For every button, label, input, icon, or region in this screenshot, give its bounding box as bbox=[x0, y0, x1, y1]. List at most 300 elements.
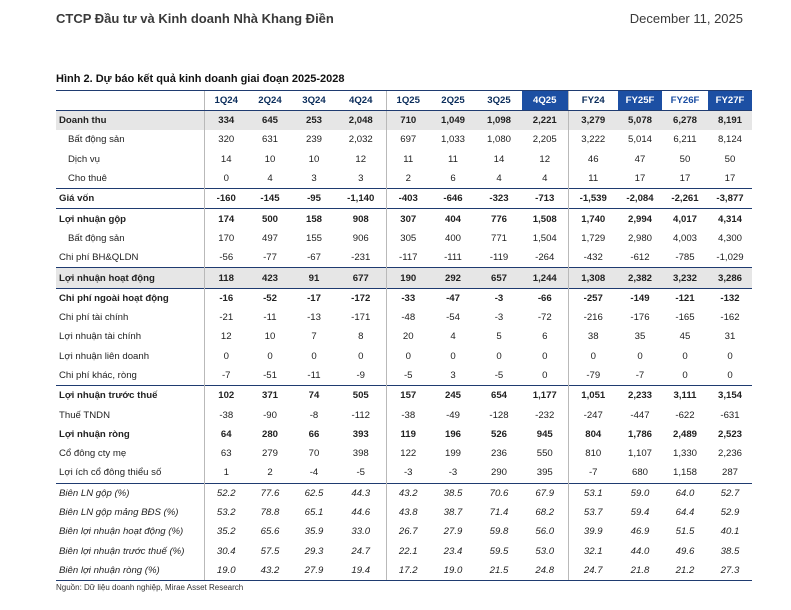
value-cell: 5,014 bbox=[627, 134, 652, 146]
value-cell: 4,314 bbox=[708, 209, 752, 229]
value-cell: 10 bbox=[308, 153, 320, 165]
row-label: Biên lợi nhuận trước thuế (%) bbox=[59, 545, 185, 557]
value-cell: 57.5 bbox=[260, 545, 280, 557]
value-cell: 65.6 bbox=[260, 526, 280, 538]
value-cell: 157 bbox=[386, 386, 430, 406]
value-cell: -132 bbox=[708, 288, 752, 308]
row-label: Giá vốn bbox=[56, 189, 204, 209]
value-cell: 292 bbox=[430, 268, 476, 288]
value-cell: 0 bbox=[542, 370, 548, 381]
value-cell: 47 bbox=[634, 153, 646, 165]
value-cell: 6,211 bbox=[673, 134, 697, 146]
table-row bbox=[56, 229, 752, 248]
forecast-table bbox=[56, 90, 752, 581]
value-cell: 2,980 bbox=[627, 232, 652, 244]
value-cell: 4,003 bbox=[672, 232, 697, 244]
value-cell: 17 bbox=[679, 173, 691, 185]
value-cell: 19.0 bbox=[204, 561, 248, 581]
value-cell: 8 bbox=[358, 331, 364, 343]
table-row bbox=[56, 542, 752, 561]
value-cell: -3 bbox=[476, 288, 522, 308]
value-cell: -79 bbox=[568, 366, 618, 386]
value-cell: 3,279 bbox=[568, 111, 618, 131]
value-cell: 1,049 bbox=[430, 111, 476, 131]
value-cell: 4 bbox=[450, 331, 456, 343]
value-cell: -165 bbox=[675, 312, 695, 324]
value-cell: -5 bbox=[356, 467, 366, 479]
value-cell: -160 bbox=[204, 189, 248, 209]
value-cell: 46.9 bbox=[630, 526, 650, 538]
value-cell: 27.9 bbox=[292, 561, 336, 581]
value-cell: -145 bbox=[248, 189, 292, 209]
value-cell: 4 bbox=[542, 173, 548, 185]
value-cell: 239 bbox=[305, 134, 322, 146]
value-cell: -111 bbox=[444, 252, 462, 264]
value-cell: 804 bbox=[568, 425, 618, 444]
value-cell: 38 bbox=[568, 327, 618, 346]
value-cell: -447 bbox=[630, 409, 650, 421]
value-cell: -128 bbox=[489, 409, 509, 421]
row-label: Lợi nhuận gộp bbox=[56, 209, 204, 229]
value-cell: -403 bbox=[386, 189, 430, 209]
value-cell: -5 bbox=[386, 366, 430, 386]
value-cell: 53.0 bbox=[535, 545, 555, 557]
table-row bbox=[56, 150, 752, 169]
value-cell: 3,111 bbox=[662, 386, 708, 406]
value-cell: -72 bbox=[537, 312, 552, 324]
row-label: Dịch vụ bbox=[68, 153, 100, 165]
value-cell: 5 bbox=[496, 331, 502, 343]
value-cell: 1,740 bbox=[568, 209, 618, 229]
value-cell: 21.8 bbox=[618, 561, 662, 581]
value-cell: 1,033 bbox=[440, 134, 465, 146]
source-note: Nguồn: Dữ liệu doanh nghiệp, Mirae Asset Research bbox=[56, 583, 244, 592]
value-cell: 35 bbox=[634, 331, 646, 343]
value-cell: 20 bbox=[386, 327, 430, 346]
value-cell: -17 bbox=[292, 288, 336, 308]
value-cell: 19.4 bbox=[336, 561, 386, 581]
value-cell: 71.4 bbox=[489, 507, 509, 519]
value-cell: 53.2 bbox=[204, 503, 248, 522]
value-cell: -5 bbox=[494, 370, 504, 381]
table-row bbox=[56, 463, 752, 483]
value-cell: 170 bbox=[204, 229, 248, 248]
table-row bbox=[56, 405, 752, 424]
value-cell: -51 bbox=[263, 370, 277, 381]
table-row bbox=[56, 483, 752, 503]
value-cell: -9 bbox=[356, 370, 366, 381]
value-cell: 122 bbox=[386, 444, 430, 463]
value-cell: -7 bbox=[635, 370, 645, 381]
value-cell: 11 bbox=[448, 153, 458, 165]
value-cell: -3 bbox=[386, 463, 430, 483]
value-cell: 78.8 bbox=[260, 507, 280, 519]
value-cell: 51.5 bbox=[675, 526, 695, 538]
value-cell: 908 bbox=[336, 209, 386, 229]
value-cell: -21 bbox=[204, 308, 248, 327]
value-cell: 945 bbox=[536, 428, 553, 440]
value-cell: 10 bbox=[264, 153, 276, 165]
header-row bbox=[56, 91, 752, 111]
value-cell: 46 bbox=[568, 150, 618, 169]
header-label-cell bbox=[56, 91, 204, 111]
value-cell: -7 bbox=[568, 463, 618, 483]
value-cell: 24.7 bbox=[568, 561, 618, 581]
row-label: Cổ đông cty mẹ bbox=[59, 448, 127, 460]
value-cell: 1,080 bbox=[486, 134, 511, 146]
value-cell: 56.0 bbox=[535, 526, 555, 538]
table-row bbox=[56, 425, 752, 444]
value-cell: -2,261 bbox=[662, 189, 708, 209]
value-cell: 44.0 bbox=[630, 545, 650, 557]
value-cell: 4 bbox=[496, 173, 502, 185]
value-cell: 3,286 bbox=[708, 268, 752, 288]
value-cell: 771 bbox=[490, 232, 507, 244]
value-cell: 400 bbox=[444, 232, 461, 244]
table-row bbox=[56, 308, 752, 327]
value-cell: 393 bbox=[352, 428, 369, 440]
value-cell: -3,877 bbox=[708, 189, 752, 209]
value-cell: 307 bbox=[386, 209, 430, 229]
value-cell: -3 bbox=[448, 467, 458, 479]
value-cell: -8 bbox=[309, 409, 319, 421]
value-cell: 68.2 bbox=[535, 507, 555, 519]
report-date: December 11, 2025 bbox=[629, 11, 743, 26]
value-cell: 38.7 bbox=[443, 507, 463, 519]
value-cell: 17.2 bbox=[386, 561, 430, 581]
row-label: Chi phí BH&QLDN bbox=[59, 252, 139, 264]
value-cell: 59.4 bbox=[630, 507, 650, 519]
value-cell: 1,098 bbox=[476, 111, 522, 131]
value-cell: -90 bbox=[263, 409, 277, 421]
value-cell: 0 bbox=[358, 350, 364, 362]
value-cell: 52.7 bbox=[708, 483, 752, 503]
row-label: Biên LN gộp mảng BĐS (%) bbox=[59, 507, 179, 519]
value-cell: 102 bbox=[204, 386, 248, 406]
value-cell: 4,300 bbox=[717, 232, 742, 244]
value-cell: 550 bbox=[536, 448, 553, 460]
value-cell: 0 bbox=[204, 169, 248, 189]
value-cell: 253 bbox=[292, 111, 336, 131]
value-cell: -631 bbox=[720, 409, 740, 421]
value-cell: 810 bbox=[568, 444, 618, 463]
value-cell: -49 bbox=[446, 409, 460, 421]
value-cell: 2,205 bbox=[532, 134, 557, 146]
value-cell: 1,177 bbox=[522, 386, 568, 406]
value-cell: 17 bbox=[724, 173, 736, 185]
value-cell: 2,233 bbox=[618, 386, 662, 406]
row-label: Biên lợi nhuận hoạt động (%) bbox=[59, 526, 184, 538]
value-cell: 14 bbox=[204, 150, 248, 169]
value-cell: 27.9 bbox=[443, 526, 463, 538]
value-cell: -231 bbox=[351, 252, 371, 264]
value-cell: 2,994 bbox=[618, 209, 662, 229]
value-cell: -149 bbox=[618, 288, 662, 308]
row-label: Lợi nhuận tài chính bbox=[59, 331, 142, 343]
value-cell: 63 bbox=[204, 444, 248, 463]
value-cell: 53.7 bbox=[568, 503, 618, 522]
row-label: Chi phí khác, ròng bbox=[59, 370, 137, 381]
table-row bbox=[56, 327, 752, 346]
value-cell: 50 bbox=[724, 153, 736, 165]
value-cell: 0 bbox=[386, 347, 430, 366]
value-cell: -172 bbox=[336, 288, 386, 308]
value-cell: 40.1 bbox=[720, 526, 740, 538]
value-cell: 24.8 bbox=[522, 561, 568, 581]
value-cell: 3 bbox=[311, 173, 317, 185]
value-cell: 236 bbox=[490, 448, 507, 460]
value-cell: 14 bbox=[493, 153, 505, 165]
value-cell: -713 bbox=[522, 189, 568, 209]
value-cell: 1,107 bbox=[627, 448, 652, 460]
value-cell: 27.3 bbox=[708, 561, 752, 581]
value-cell: -54 bbox=[446, 312, 460, 324]
value-cell: 22.1 bbox=[386, 542, 430, 561]
value-cell: 8,124 bbox=[717, 134, 742, 146]
value-cell: 39.9 bbox=[568, 522, 618, 541]
table-row bbox=[56, 189, 752, 209]
value-cell: 654 bbox=[476, 386, 522, 406]
value-cell: 50 bbox=[679, 153, 691, 165]
value-cell: 12 bbox=[539, 153, 551, 165]
value-cell: -56 bbox=[204, 248, 248, 268]
table-row bbox=[56, 130, 752, 149]
value-cell: -622 bbox=[675, 409, 695, 421]
value-cell: -117 bbox=[386, 248, 430, 268]
table-row bbox=[56, 444, 752, 463]
value-cell: 0 bbox=[637, 350, 643, 362]
row-label: Lợi nhuận liên doanh bbox=[59, 350, 150, 362]
value-cell: 0 bbox=[568, 347, 618, 366]
value-cell: 0 bbox=[682, 370, 688, 381]
value-cell: -646 bbox=[430, 189, 476, 209]
table-row bbox=[56, 522, 752, 541]
value-cell: -1,539 bbox=[568, 189, 618, 209]
value-cell: -119 bbox=[489, 252, 509, 264]
row-label: Lợi nhuận trước thuế bbox=[56, 386, 204, 406]
value-cell: -323 bbox=[476, 189, 522, 209]
value-cell: 19.0 bbox=[430, 561, 476, 581]
value-cell: 44.6 bbox=[351, 507, 371, 519]
value-cell: -48 bbox=[386, 308, 430, 327]
value-cell: 1,729 bbox=[568, 229, 618, 248]
value-cell: -612 bbox=[630, 252, 650, 264]
value-cell: 35.9 bbox=[304, 526, 324, 538]
row-label: Bất động sản bbox=[68, 134, 125, 146]
value-cell: 1,508 bbox=[522, 209, 568, 229]
value-cell: -52 bbox=[248, 288, 292, 308]
value-cell: 2,523 bbox=[717, 428, 742, 440]
row-label: Lợi nhuận ròng bbox=[59, 428, 130, 440]
value-cell: 118 bbox=[204, 268, 248, 288]
value-cell: -4 bbox=[309, 467, 319, 479]
col-header-1q24: 1Q24 bbox=[204, 91, 248, 111]
value-cell: 680 bbox=[631, 467, 648, 479]
figure-title: Hình 2. Dự báo kết quả kinh doanh giai đoạn 2025-2028 bbox=[56, 73, 345, 85]
value-cell: -67 bbox=[307, 252, 321, 264]
value-cell: 906 bbox=[352, 232, 369, 244]
col-header-fy27f: FY27F bbox=[708, 91, 752, 111]
value-cell: 320 bbox=[204, 130, 248, 149]
value-cell: 2,032 bbox=[348, 134, 373, 146]
value-cell: 290 bbox=[490, 467, 507, 479]
value-cell: 52.2 bbox=[204, 483, 248, 503]
value-cell: -264 bbox=[535, 252, 555, 264]
table-row bbox=[56, 347, 752, 366]
value-cell: 3,232 bbox=[662, 268, 708, 288]
table-row bbox=[56, 503, 752, 522]
table-row bbox=[56, 288, 752, 308]
value-cell: 280 bbox=[261, 428, 278, 440]
value-cell: 657 bbox=[476, 268, 522, 288]
value-cell: 500 bbox=[248, 209, 292, 229]
value-cell: -162 bbox=[720, 312, 740, 324]
value-cell: 3 bbox=[358, 173, 364, 185]
value-cell: 398 bbox=[352, 448, 369, 460]
value-cell: 0 bbox=[267, 350, 273, 362]
row-label: Chi phí ngoài hoạt động bbox=[56, 288, 204, 308]
col-header-fy26f: FY26F bbox=[662, 91, 708, 111]
value-cell: 505 bbox=[336, 386, 386, 406]
value-cell: -47 bbox=[430, 288, 476, 308]
row-label: Thuế TNDN bbox=[59, 409, 111, 421]
value-cell: -232 bbox=[535, 409, 555, 421]
value-cell: 279 bbox=[261, 448, 278, 460]
value-cell: 74 bbox=[292, 386, 336, 406]
table-row bbox=[56, 209, 752, 229]
value-cell: 29.3 bbox=[304, 545, 324, 557]
value-cell: 53.1 bbox=[568, 483, 618, 503]
value-cell: 1,330 bbox=[672, 448, 697, 460]
value-cell: 3 bbox=[450, 370, 456, 381]
table-row bbox=[56, 386, 752, 406]
value-cell: 199 bbox=[444, 448, 461, 460]
value-cell: 11 bbox=[386, 150, 430, 169]
value-cell: 645 bbox=[248, 111, 292, 131]
value-cell: -11 bbox=[307, 370, 321, 381]
value-cell: -11 bbox=[263, 312, 277, 324]
value-cell: 423 bbox=[248, 268, 292, 288]
value-cell: 23.4 bbox=[443, 545, 463, 557]
value-cell: 21.2 bbox=[662, 561, 708, 581]
row-label: Lợi nhuận hoạt động bbox=[56, 268, 204, 288]
value-cell: 70 bbox=[308, 448, 320, 460]
table-row bbox=[56, 169, 752, 189]
value-cell: 119 bbox=[386, 425, 430, 444]
value-cell: 158 bbox=[292, 209, 336, 229]
value-cell: 12 bbox=[355, 153, 367, 165]
value-cell: 395 bbox=[536, 467, 553, 479]
value-cell: 0 bbox=[204, 347, 248, 366]
row-label: Biên lợi nhuận ròng (%) bbox=[56, 561, 204, 581]
value-cell: -216 bbox=[568, 308, 618, 327]
value-cell: 10 bbox=[264, 331, 276, 343]
value-cell: 45 bbox=[679, 331, 691, 343]
value-cell: 1,244 bbox=[522, 268, 568, 288]
value-cell: -1,029 bbox=[716, 252, 744, 264]
value-cell: 8,191 bbox=[708, 111, 752, 131]
value-cell: 2 bbox=[386, 169, 430, 189]
value-cell: -247 bbox=[568, 405, 618, 424]
value-cell: 631 bbox=[261, 134, 278, 146]
value-cell: -7 bbox=[204, 366, 248, 386]
value-cell: 26.7 bbox=[386, 522, 430, 541]
value-cell: 1,786 bbox=[627, 428, 652, 440]
row-label: Cho thuê bbox=[68, 173, 107, 185]
table-row bbox=[56, 366, 752, 386]
value-cell: -2,084 bbox=[618, 189, 662, 209]
col-header-1q25: 1Q25 bbox=[386, 91, 430, 111]
col-header-2q25: 2Q25 bbox=[430, 91, 476, 111]
value-cell: 5,078 bbox=[618, 111, 662, 131]
value-cell: 49.6 bbox=[675, 545, 695, 557]
value-cell: 65.1 bbox=[304, 507, 324, 519]
value-cell: 6 bbox=[450, 173, 456, 185]
table-row bbox=[56, 561, 752, 581]
value-cell: 1,308 bbox=[568, 268, 618, 288]
value-cell: 3,154 bbox=[708, 386, 752, 406]
row-label: Doanh thu bbox=[56, 111, 204, 131]
company-name: CTCP Đầu tư và Kinh doanh Nhà Khang Điền bbox=[56, 11, 334, 26]
row-label: Chi phí tài chính bbox=[59, 312, 129, 324]
value-cell: 21.5 bbox=[476, 561, 522, 581]
value-cell: 2,048 bbox=[336, 111, 386, 131]
value-cell: 31 bbox=[724, 331, 736, 343]
value-cell: 43.2 bbox=[248, 561, 292, 581]
value-cell: 59.0 bbox=[618, 483, 662, 503]
value-cell: 64 bbox=[204, 425, 248, 444]
table-row bbox=[56, 111, 752, 131]
value-cell: -1,140 bbox=[336, 189, 386, 209]
value-cell: 0 bbox=[682, 350, 688, 362]
value-cell: 64.0 bbox=[662, 483, 708, 503]
value-cell: -38 bbox=[204, 405, 248, 424]
value-cell: -171 bbox=[351, 312, 371, 324]
value-cell: 526 bbox=[490, 428, 507, 440]
value-cell: 91 bbox=[292, 268, 336, 288]
value-cell: 1 bbox=[204, 463, 248, 483]
value-cell: 35.2 bbox=[204, 522, 248, 541]
value-cell: -95 bbox=[292, 189, 336, 209]
value-cell: -77 bbox=[263, 252, 277, 264]
value-cell: 497 bbox=[261, 232, 278, 244]
value-cell: -257 bbox=[568, 288, 618, 308]
value-cell: 0 bbox=[542, 350, 548, 362]
value-cell: 0 bbox=[727, 370, 733, 381]
value-cell: 38.5 bbox=[720, 545, 740, 557]
row-label: Bất động sản bbox=[68, 232, 125, 244]
value-cell: 305 bbox=[386, 229, 430, 248]
value-cell: 196 bbox=[444, 428, 461, 440]
table-row bbox=[56, 268, 752, 288]
value-cell: 2,489 bbox=[672, 428, 697, 440]
value-cell: 67.9 bbox=[522, 483, 568, 503]
value-cell: 1,051 bbox=[568, 386, 618, 406]
value-cell: 1,504 bbox=[532, 232, 557, 244]
value-cell: 4 bbox=[267, 173, 273, 185]
value-cell: 2,382 bbox=[618, 268, 662, 288]
value-cell: 38.5 bbox=[430, 483, 476, 503]
value-cell: 30.4 bbox=[204, 542, 248, 561]
col-header-3q25: 3Q25 bbox=[476, 91, 522, 111]
value-cell: 70.6 bbox=[476, 483, 522, 503]
table-row bbox=[56, 248, 752, 268]
value-cell: 11 bbox=[568, 169, 618, 189]
value-cell: -176 bbox=[630, 312, 650, 324]
value-cell: 7 bbox=[311, 331, 317, 343]
value-cell: 0 bbox=[311, 350, 317, 362]
value-cell: 59.5 bbox=[489, 545, 509, 557]
